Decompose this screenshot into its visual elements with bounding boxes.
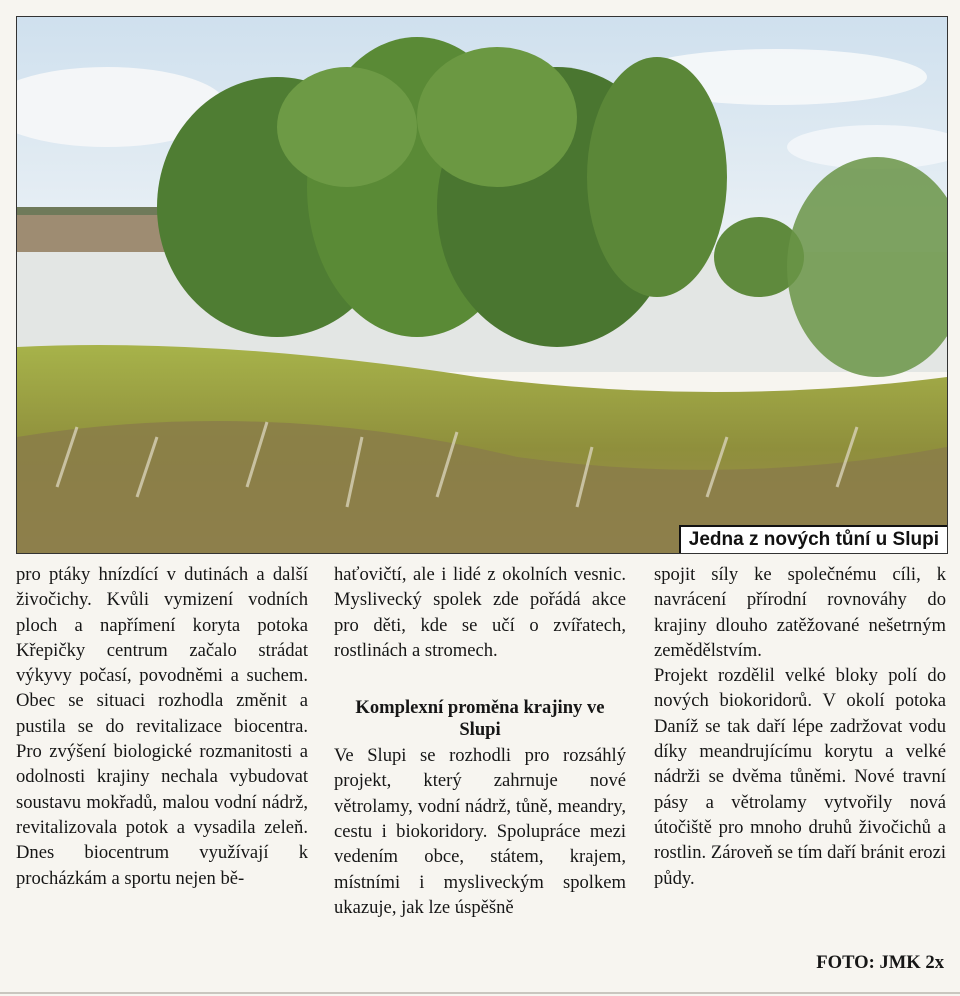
- column-3-paragraph-2: Projekt rozdělil velké bloky polí do nových biokoridorů. V okolí potoka Daníž se tak daří lépe zadržovat vodu díky meandrujícímu korytu a velké nádrži se dvěma tůněmi. Nové travní pásy a větrolamy vytvořily nová útočiště pro mnoho druhů živočichů a rostlin. Zároveň se tím daří bránit erozi půdy.: [654, 665, 946, 889]
- column-2-body: Ve Slupi se rozhodli pro rozsáhlý projekt, který zahrnuje nové větrolamy, vodní nádrž, tůně, meandry, cestu i biokoridory. Spolupráce mezi vedením obce, státem, krajem, místními i mysliveckým spolkem ukazuje, jak lze úspěšně: [334, 745, 626, 918]
- bottom-divider: [0, 992, 960, 994]
- section-subheading: Komplexní proměna krajiny ve Slupi: [355, 697, 605, 741]
- article-photo: [16, 16, 948, 554]
- article-column-1: [16, 562, 308, 891]
- article-column-2: [334, 562, 626, 920]
- column-1-text: pro ptáky hnízdící v dutinách a další živočichy. Kvůli vymizení vodních ploch a napřímení koryta potoka Křepičky centrum začalo strádat výkyvy počasí, povodněmi a suchem. Obec se situaci rozhodla změnit a pustila se do revitalizace biocentra. Pro zvýšení biologické rozmanitosti a odolnosti krajiny nechala vybudovat soustavu mokřadů, malou vodní nádrž, revitalizovala potok a vysadila zeleň. Dnes biocentrum využívají k procházkám a sportu nejen bě-: [16, 564, 308, 889]
- column-2-intro: haťovičtí, ale i lidé z okolních vesnic. Myslivecký spolek zde pořádá akce pro děti, kde se učí o zvířatech, rostlinách a stromech.: [334, 564, 626, 661]
- article-column-3: [654, 562, 946, 891]
- pond-landscape-image: [17, 17, 947, 553]
- photo-credit: FOTO: JMK 2x: [816, 952, 944, 973]
- photo-caption: Jedna z nových tůní u Slupi: [679, 525, 947, 553]
- column-3-paragraph-1: spojit síly ke společnému cíli, k navrácení přírodní rovnováhy do krajiny dlouho zatěžované nešetrným zemědělstvím.: [654, 564, 946, 661]
